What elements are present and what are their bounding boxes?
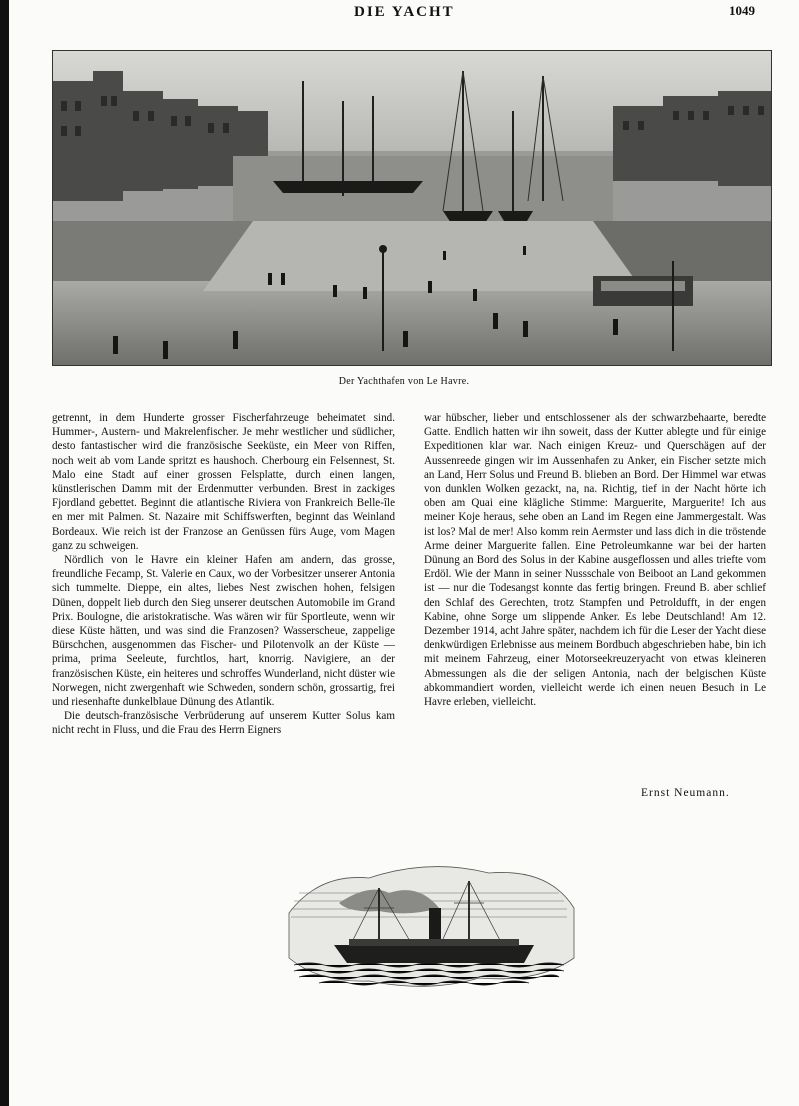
article-left-column <box>52 411 395 738</box>
page-number: 1049 <box>729 3 755 18</box>
article-right-column <box>424 411 766 709</box>
paragraph: getrennt, in dem Hunderte grosser Fischerfahrzeuge beheimatet sind. Hummer-, Austern- und Makrelenfischer. Je mehr westlicher und südlicher, desto fantastischer wird die französische Seeküste, ein Meer von Riffen, noch weit ab vom Lande spritzt es haushoch. Cherbourg ein Felsennest, St. Malo eine Stadt auf einer grossen Felsplatte, durch einen langen, künstlerischen Damm mit der Erdenmutter verbunden. Brest in zackiges Fjordland gebettet. Beginnt die atlantische Riviera von Frankreich Belle-île en mer mit Palmen. St. Nazaire mit Schiffswerften, beginnt das Weinland Bordeaux. Wie reich ist der Franzose an Genüssen fürs Auge, vom Magen ganz zu schweigen. <box>52 412 395 552</box>
figure-caption: Der Yachthafen von Le Havre. <box>338 376 470 387</box>
steamship-vignette <box>279 853 579 998</box>
harbour-photo-illustration <box>53 51 771 365</box>
paragraph: Nördlich von le Havre ein kleiner Hafen am andern, das grosse, freundliche Fecamp, St. Valerie en Caux, wo der Vorbesitzer unserer Antonia sich tummelte. Dieppe, ein altes, liebes Nest zwischen hohen, felsigen Dünen, doppelt lieb durch den Sieg unserer deutschen Automobile im Grand Prix. Boulogne, die aristokratische. Was wären wir für Sportleute, wenn wir diese Küste hätten, und was sind die Franzosen? Wasserscheue, zappelige Bürschchen, ausgenommen das Fischer- und Pilotenvolk an der Küste — prima, prima Seeleute, furchtlos, hart, knorrig. Navigiere, an der französischen Küste, ein heiteres und schroffes Wunderland, nicht düster wie Norwegen, nicht zwergenhaft wie Schweden, sondern schön, grossartig, frei und riesenhafte dunkelblaue Dünung des Atlantik. <box>52 554 395 709</box>
running-title: DIE YACHT <box>354 4 455 20</box>
paragraph: Die deutsch-französische Verbrüderung auf unserem Kutter Solus kam nicht recht in Fluss, und die Frau des Herrn Eigners <box>52 710 395 737</box>
paragraph: war hübscher, lieber und entschlossener als der schwarzbehaarte, beredte Gatte. Endlich hatten wir ihn soweit, dass der Kutter ablegte und für einige Expeditionen klar war. Nach einigen Kreuz- und Querschägen auf der Aussenreede gingen wir im Aussenhafen zu Anker, ein Fischer setzte mich an Land, Herr Solus und Freund B. blieben an Bord. Der Himmel war etwas von dunklen Wolken gezackt, na, na. Richtig, tief in der Nacht hörte ich oben am Quai eine klägliche Stimme: Marguerite, Marguerite! Ich aus meiner Koje heraus, sehe oben an Land im Regen eine Jammergestalt. Was ist los? Mal de mer! Also komm rein Aermster und lass dich in die tröstende Arme deiner Marguerite fallen. Eine Petroleumkanne war bei der harten Dünung an Bord des Solus in der Kabine ausgeflossen und alles triefte vom Erdöl. Wie der Mann in seiner Nussschale von Beiboot an Land gekommen ist — nur die Todesangst konnte das fertig bringen. Freund B. aber schlief den Schlaf des Gerechten, trotz Stampfen und Petroldufft, in der engen Kabine, ohne Sorge um slippende Anker. Es lebe Deutschland! Am 12. Dezember 1914, acht Jahre später, nachdem ich für die Leser der Yacht diese denkwürdigen Erlebnisse aus meinem Bordbuch abgeschrieben habe, bin ich mit meinem Fahrzeug, einer Motorseekreuzeryacht von etwas kleineren Abmessungen als die der seligen Antonia, nach der belgischen Küste abkommandiert worden, vielleicht werde ich einen neuen Besuch in Le Havre erleben, vielleicht. <box>424 412 766 709</box>
scan-border-left <box>0 0 9 1106</box>
harbour-photo <box>52 50 772 366</box>
magazine-page <box>9 0 799 1106</box>
author-signature: Ernst Neumann. <box>641 787 730 799</box>
steamship-engraving <box>279 853 579 998</box>
